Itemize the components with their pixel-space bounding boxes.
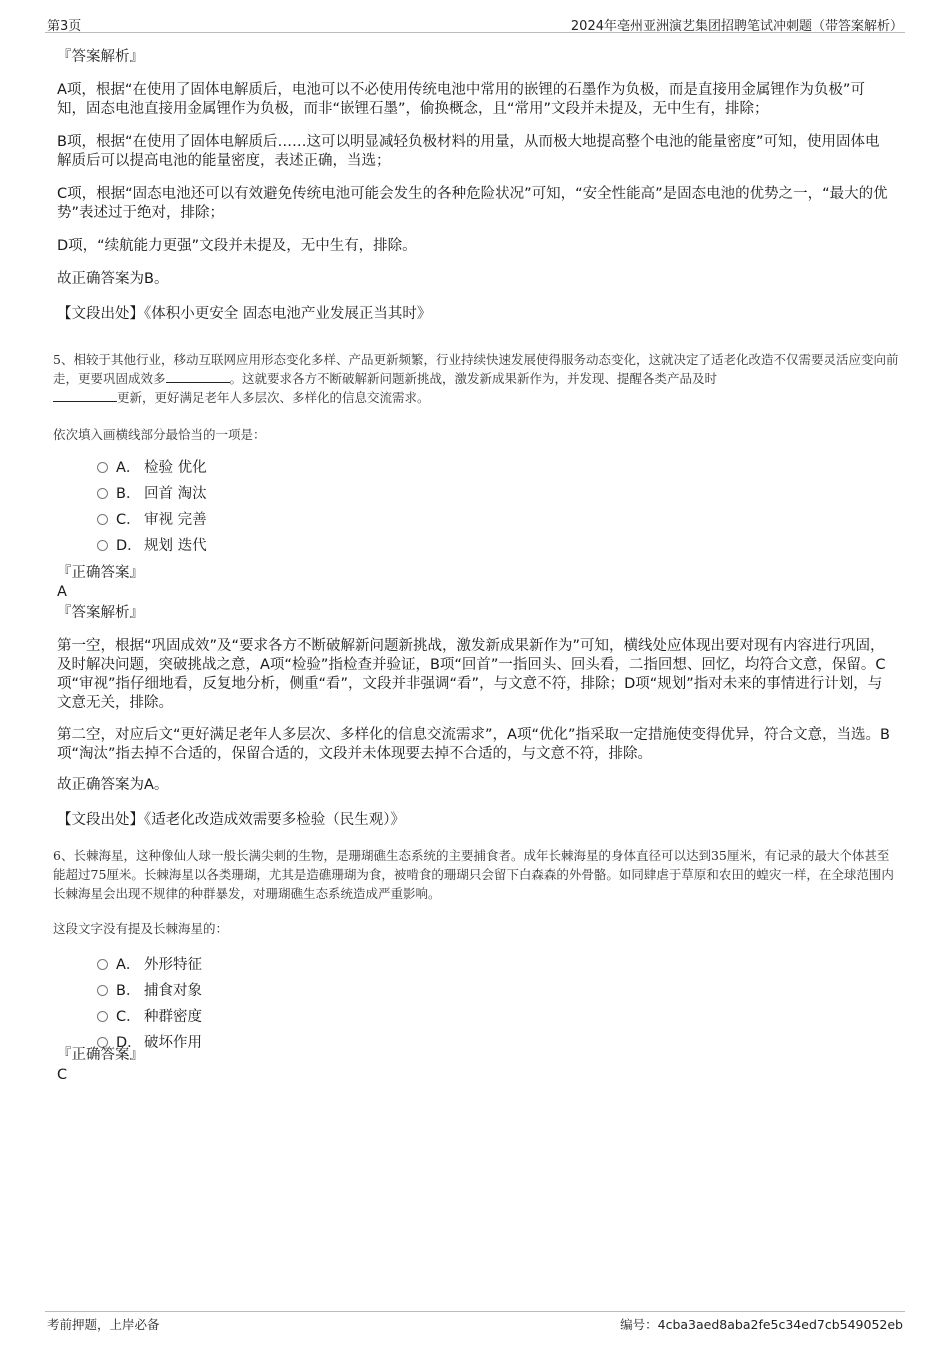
q5-prompt: 依次填入画横线部分最恰当的一项是： (53, 427, 266, 442)
q5-source: 【文段出处】《适老化改造成效需要多检验（民生观）》 (57, 812, 405, 828)
q6-option-d[interactable]: D． 破坏作用 (97, 1034, 202, 1053)
footer-code: 编号：4cba3aed8aba2fe5c34ed7cb549052eb (620, 1317, 903, 1332)
q6-question-text: 6、长棘海星，这种像仙人球一般长满尖刺的生物，是珊瑚礁生态系统的主要捕食者。成年长棘海星的身体直径可以达到35厘米，有记录的最大个体甚至能超过75厘米。长棘海星以各类珊瑚，尤其是造礁珊瑚为食，被啃食的珊瑚只会留下白森森的外骨骼。如同肆虐于草原和农田的蝗灾一样，在全球范围内长棘海星会出现不规律的种群暴发，对珊瑚礁生态系统造成严重影响。 (53, 848, 894, 901)
q5-blank-1 (166, 370, 230, 383)
radio-icon[interactable] (97, 959, 108, 970)
prev-source: 【文段出处】《体积小更安全 固态电池产业发展正当其时》 (57, 306, 432, 322)
q5-analysis-para-1: 第一空，根据“巩固成效”及“要求各方不断破解新问题新挑战，激发新成果新作为”可知，横线处应体现出要对现有内容进行巩固，及时解决问题，突破挑战之意，A项“检验”指检查并验证，B项“回首”一指回头、回头看，二指回想、回忆，均符合文意，保留。C项“审视”指仔细地看，反复地分析，侧重“看”，文段并非强调“看”，与文意不符，排除；D项“规划”指对未来的事情进行计划，与文意无关，排除。 (57, 638, 886, 711)
prev-analysis-para-b: B项，根据“在使用了固体电解质后……这可以明显减轻负极材料的用量，从而极大地提高整个电池的能量密度”可知，使用固体电解质后可以提高电池的能量密度，表述正确，当选； (57, 134, 880, 169)
radio-icon[interactable] (97, 985, 108, 996)
radio-icon[interactable] (97, 540, 108, 551)
q5-option-d[interactable]: D． 规划 迭代 (97, 537, 207, 556)
q6-option-b[interactable]: B． 捕食对象 (97, 982, 202, 1001)
q6-answer-label: 『正确答案』 (57, 1047, 144, 1063)
prev-analysis-para-d: D项，“续航能力更强”文段并未提及，无中生有，排除。 (57, 238, 417, 254)
q5-answer-label: 『正确答案』 (57, 565, 144, 581)
q5-option-b[interactable]: B． 回首 淘汰 (97, 485, 207, 504)
radio-icon[interactable] (97, 1011, 108, 1022)
q5-answer: A (57, 584, 67, 600)
radio-icon[interactable] (97, 462, 108, 473)
q5-option-a[interactable]: A． 检验 优化 (97, 459, 207, 478)
prev-analysis-para-c: C项，根据“固态电池还可以有效避免传统电池可能会发生的各种危险状况”可知，“安全性能高”是固态电池的优势之一，“最大的优势”表述过于绝对，排除； (57, 186, 888, 221)
q6-option-c[interactable]: C． 种群密度 (97, 1008, 202, 1027)
q5-conclusion: 故正确答案为A。 (57, 777, 169, 793)
prev-conclusion: 故正确答案为B。 (57, 271, 169, 287)
prev-analysis-label: 『答案解析』 (57, 49, 144, 65)
q5-option-c[interactable]: C． 审视 完善 (97, 511, 207, 530)
footer-slogan: 考前押题，上岸必备 (47, 1317, 160, 1332)
q5-question-text: 5、相较于其他行业，移动互联网应用形态变化多样、产品更新频繁，行业持续快速发展使得服务动态变化，这就决定了适老化改造不仅需要灵活应变向前走，更要巩固成效多 。这就要求各方不断破解新问题新挑战，激发新成果新作为，并发现、提醒各类产品及时 更新，更好满足老年人多层次、多样化的信息交流需求。 (53, 352, 899, 405)
q6-prompt: 这段文字没有提及长棘海星的： (53, 921, 229, 936)
q5-analysis-para-2: 第二空，对应后文“更好满足老年人多层次、多样化的信息交流需求”，A项“优化”指采取一定措施使变得优异，符合文意，当选。B项“淘汰”指去掉不合适的，保留合适的，文段并未体现要去掉不合适的，与文意不符，排除。 (57, 727, 890, 762)
document-title: 2024年亳州亚洲演艺集团招聘笔试冲刺题（带答案解析） (570, 19, 903, 34)
q6-option-a[interactable]: A． 外形特征 (97, 956, 202, 975)
radio-icon[interactable] (97, 488, 108, 499)
q6-answer: C (57, 1067, 68, 1083)
radio-icon[interactable] (97, 514, 108, 525)
prev-analysis-para-a: A项，根据“在使用了固体电解质后，电池可以不必使用传统电池中常用的嵌锂的石墨作为负极，而是直接用金属锂作为负极”可知，固态电池直接用金属锂作为负极，而非“嵌锂石墨”，偷换概念，且“常用”文段并未提及，无中生有，排除； (57, 82, 865, 117)
q5-blank-2 (53, 389, 117, 402)
page-number: 第3页 (47, 19, 82, 34)
page-header (45, 14, 905, 33)
q5-analysis-label: 『答案解析』 (57, 605, 144, 621)
page-footer (45, 1311, 905, 1334)
